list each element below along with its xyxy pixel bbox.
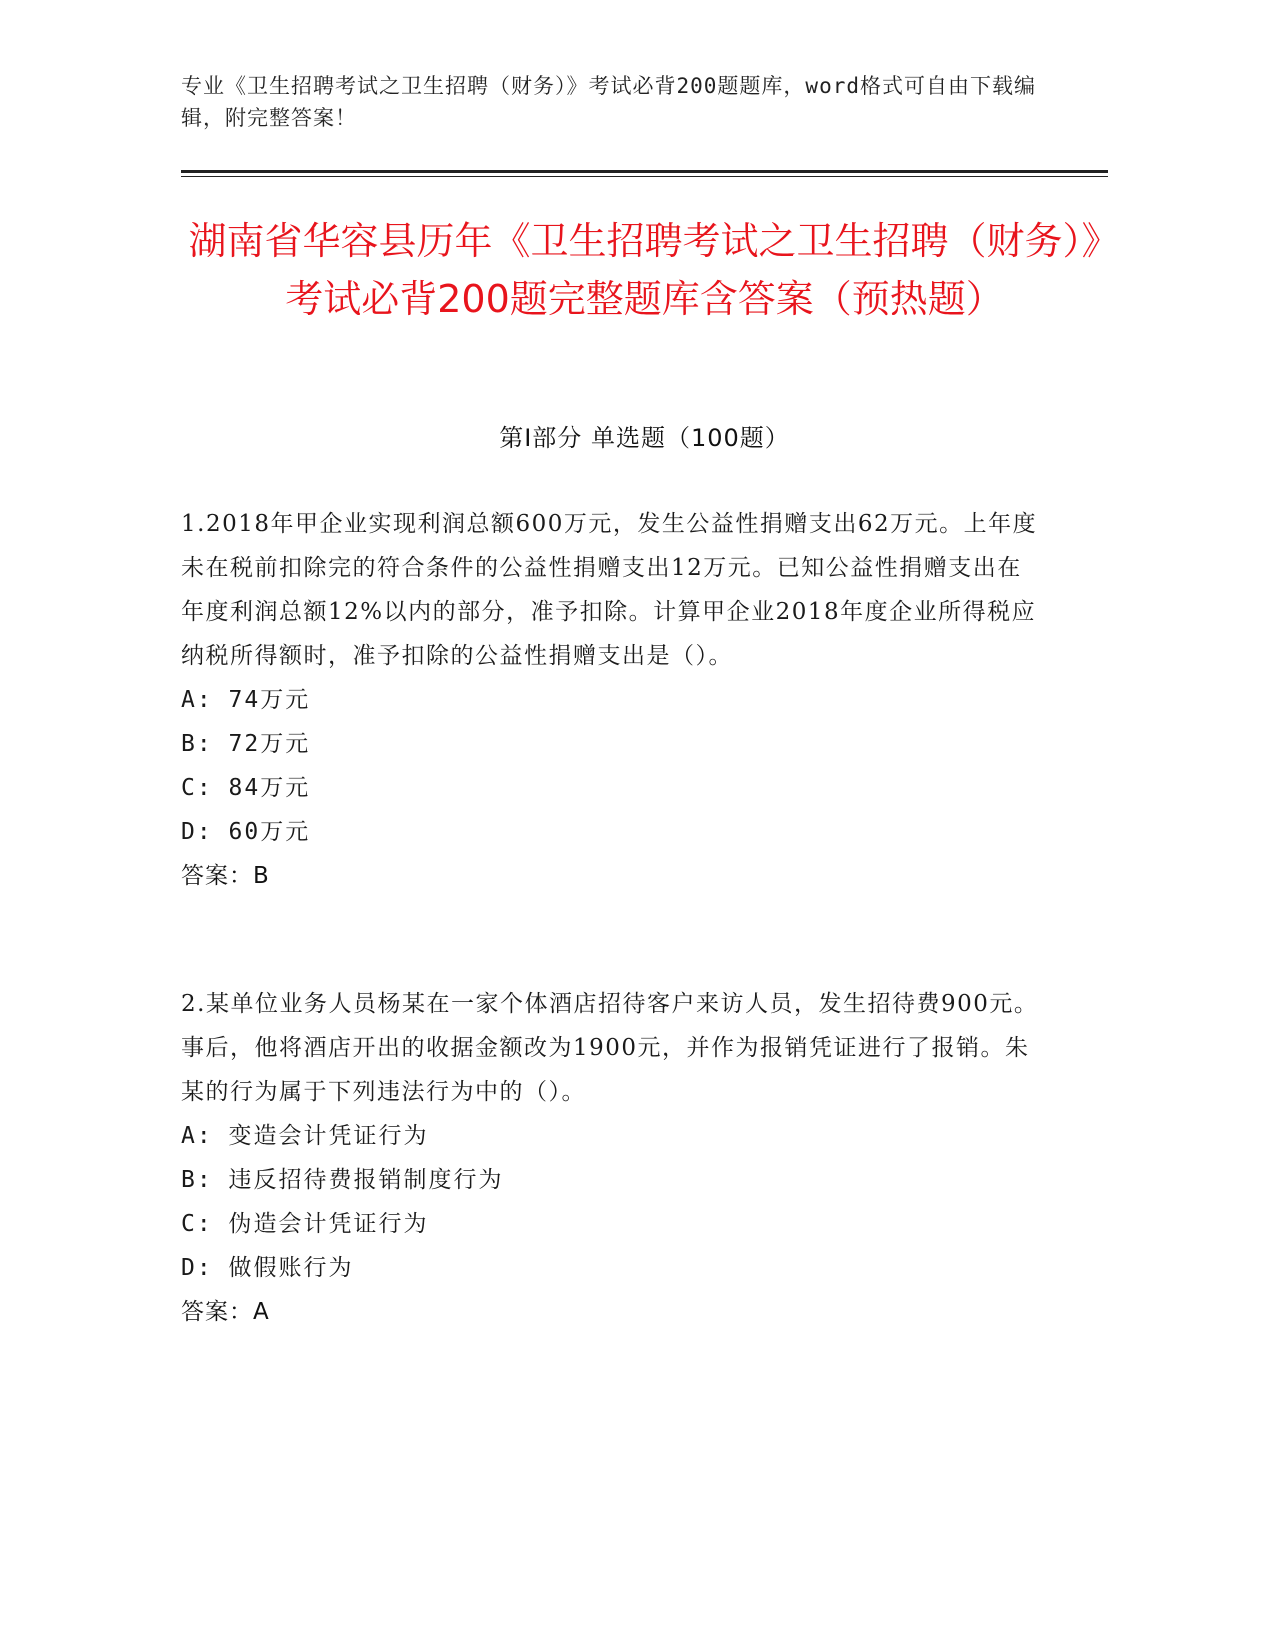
option-c: C: 84万元 <box>181 775 311 801</box>
option-d: D: 60万元 <box>181 819 311 845</box>
header-divider-thin <box>181 176 1108 177</box>
document-title: 湖南省华容县历年《卫生招聘考试之卫生招聘（财务）》考试必背200题完整题库含答案（预热题） <box>188 219 1101 321</box>
answer: 答案：A <box>181 1299 270 1325</box>
option-a: A: 变造会计凭证行为 <box>181 1123 429 1149</box>
header-divider-thick <box>181 170 1108 173</box>
option-a: A: 74万元 <box>181 687 311 713</box>
option-b: B: 违反招待费报销制度行为 <box>181 1167 504 1193</box>
section-heading: 第I部分 单选题（100题） <box>499 424 790 452</box>
option-c: C: 伪造会计凭证行为 <box>181 1211 429 1237</box>
answer: 答案：B <box>181 863 270 889</box>
question-2 <box>181 982 1041 1334</box>
header-note: 专业《卫生招聘考试之卫生招聘（财务）》考试必背200题题库，word格式可自由下载编辑，附完整答案！ <box>181 74 1036 130</box>
option-d: D: 做假账行为 <box>181 1255 354 1281</box>
option-b: B: 72万元 <box>181 731 311 757</box>
question-stem: 2.某单位业务人员杨某在一家个体酒店招待客户来访人员，发生招待费900元。事后，他将酒店开出的收据金额改为1900元，并作为报销凭证进行了报销。朱某的行为属于下列违法行为中的（）。 <box>181 991 1039 1105</box>
question-1 <box>181 502 1041 898</box>
question-stem: 1.2018年甲企业实现利润总额600万元，发生公益性捐赠支出62万元。上年度未在税前扣除完的符合条件的公益性捐赠支出12万元。已知公益性捐赠支出在年度利润总额12%以内的部分，准予扣除。计算甲企业2018年度企业所得税应纳税所得额时，准予扣除的公益性捐赠支出是（）。 <box>181 511 1038 669</box>
